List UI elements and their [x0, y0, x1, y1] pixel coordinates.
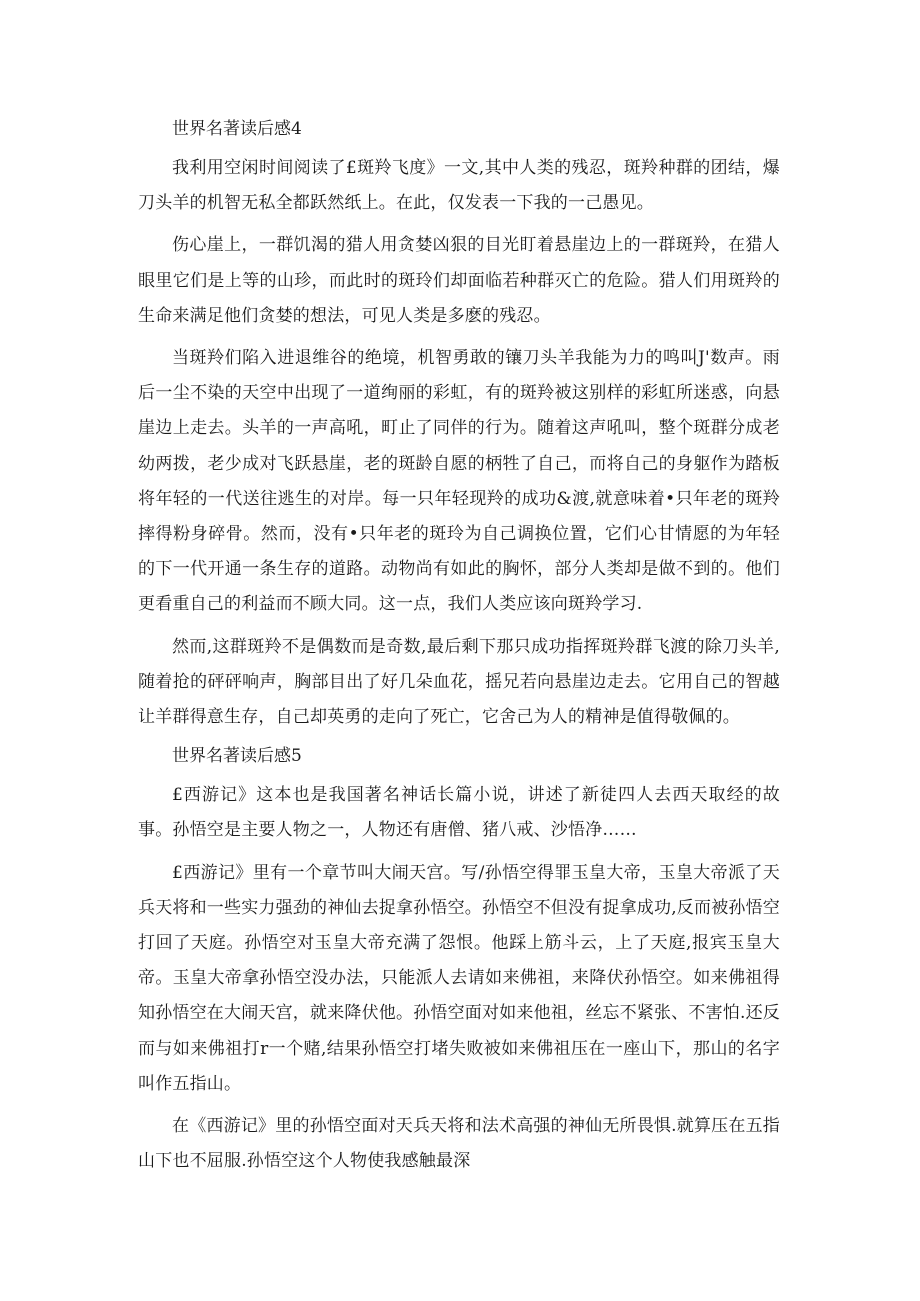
- paragraph: 我利用空闲时间阅读了£斑羚飞度》一文,其中人类的残忍，斑羚种群的团结，爆刀头羊的机智无私全都跃然纸上。在此，仅发表一下我的一己愚见。: [138, 158, 780, 214]
- paragraph: 当斑羚们陷入进退维谷的绝境，机智勇敢的镶刀头羊我能为力的鸣叫J'数声。雨后一尘不染的天空中出现了一道绚丽的彩虹，有的斑羚被这别样的彩虹所迷惑，向悬崖边上走去。头羊的一声高吼，町止了同伴的行为。随着这声吼叫，整个斑群分成老幼两拨，老少成对飞跃悬崖，老的斑龄自愿的柄牲了自己，而将自己的身躯作为踏板将年轻的一代送往逃生的对岸。每一只年轻现羚的成功&渡,就意味着•只年老的斑羚摔得粉身碎骨。然而，没有•只年老的斑玲为自己调换位置，它们心甘情愿的为年轻的下一代开通一条生存的道路。动物尚有如此的胸怀，部分人类却是做不到的。他们更看重自己的利益而不顾大同。这一点，我们人类应该向斑羚学习.: [138, 348, 780, 615]
- document-page: [138, 112, 780, 1179]
- paragraph: 然而,这群斑羚不是偶数而是奇数,最后剩下那只成功指挥斑羚群飞渡的除刀头羊,随着抢的砰砰响声，胸部目出了好几朵血花，摇兄若向悬崖边走去。它用自己的智越让羊群得意生存，自己却英勇的走向了死亡，它舍己为人的精神是值得敬佩的。: [138, 636, 780, 728]
- paragraph: £西游记》这本也是我国著名神话长篇小说，讲述了新徒四人去西天取经的故事。孙悟空是主要人物之一，人物还有唐僧、猪八戒、沙悟净……: [138, 785, 780, 841]
- paragraph: 在《西游记》里的孙悟空面对天兵天将和法术高强的神仙无所畏惧.就算压在五指山下也不屈服.孙悟空这个人物使我感触最深: [138, 1116, 780, 1172]
- paragraph: 伤心崖上，一群饥渴的猎人用贪婪凶狠的目光盯着悬崖边上的一群斑羚，在猎人眼里它们是上等的山珍，而此时的斑玲们却面临若种群灭亡的危险。猎人们用斑羚的生命来满足他们贪婪的想法，可见人类是多麽的残忍。: [138, 235, 780, 326]
- section-heading: 世界名著读后感4: [172, 119, 302, 139]
- paragraph: £西游记》里有一个章节叫大闹天宫。写/孙悟空得罪玉皇大帝，玉皇大帝派了天兵天将和一些实力强劲的神仙去捉拿孙悟空。孙悟空不但没有捉拿成功,反而被孙悟空打回了天庭。孙悟空对玉皇大帝充满了怨恨。他踩上筋斗云，上了天庭,报宾玉皇大帝。玉皇大帝拿孙悟空没办法，只能派人去请如来佛祖，来降伏孙悟空。如来佛祖得知孙悟空在大闹天宫，就来降伏他。孙悟空面对如来他祖，丝忘不紧张、不害怕.还反而与如来佛祖打r一个赌,结果孙悟空打堵失败被如来佛祖压在一座山下，那山的名字叫作五指山。: [138, 862, 781, 1094]
- section-heading: 世界名著读后感5: [172, 746, 302, 767]
